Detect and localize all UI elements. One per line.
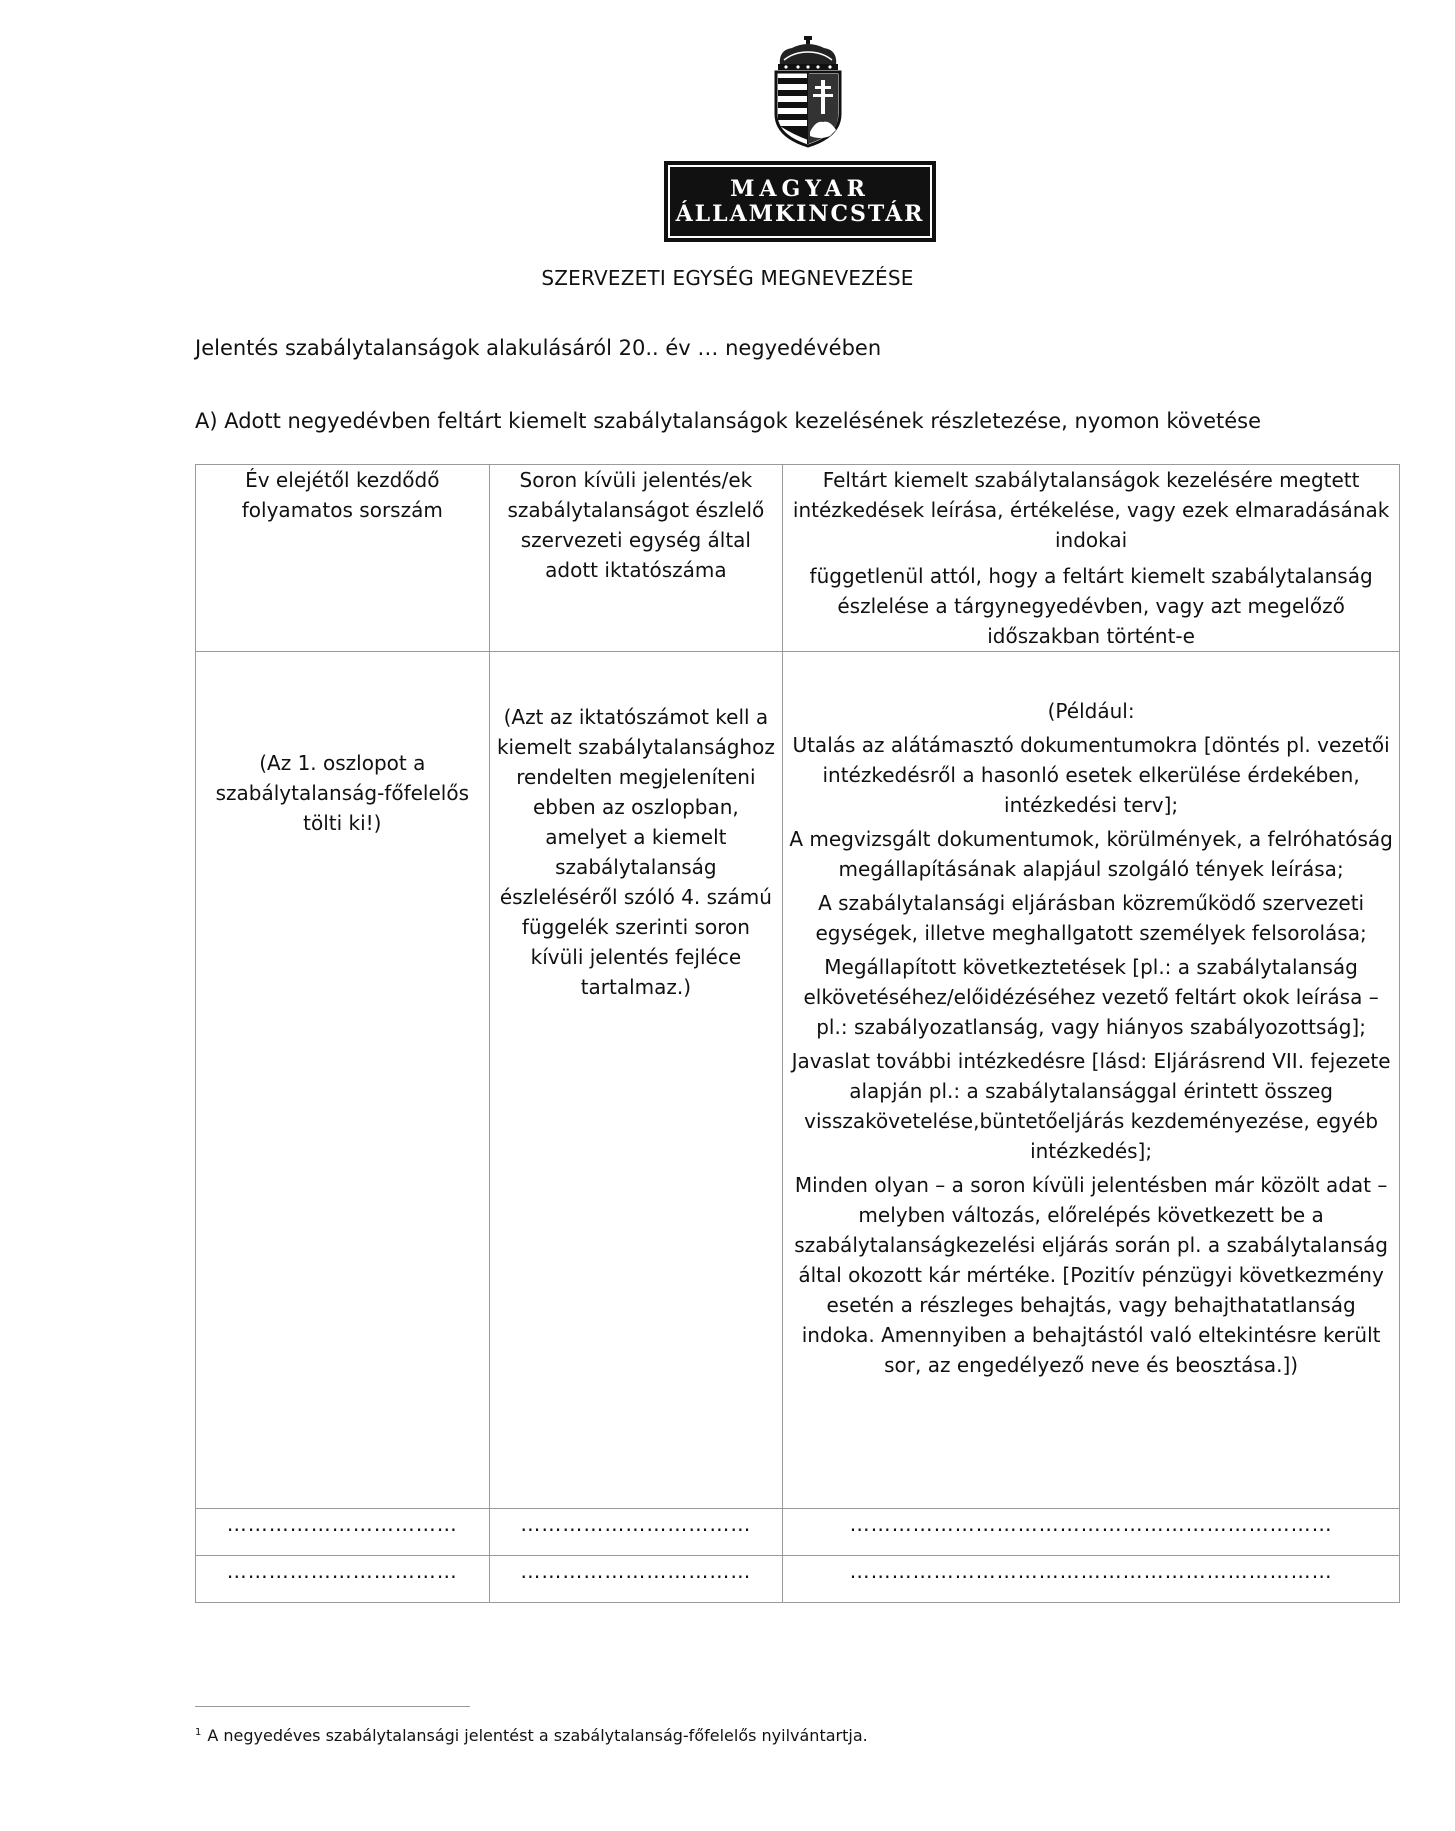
fill-in-cell[interactable]: …………………………… [489,1556,783,1603]
table-row [196,1556,1400,1603]
header-measures-subtext: függetlenül attól, hogy a feltárt kiemelt szabálytalanság észlelése a tárgynegyedévben, vagy azt megelőző időszakban történt-e [809,564,1373,648]
guidance-cell-measures [783,652,1400,1509]
guidance-filing-number-text: (Azt az iktatószámot kell a kiemelt szabálytalansághoz rendelten megjeleníteni ebben az oszlopban, amelyet a kiemelt szabálytalanság észleléséről szóló 4. számú függelék szerinti soron kívüli jelentés fejléce tartalmaz.) [496,705,775,999]
guidance-cell-serial-number [196,652,490,1509]
footnote [195,1726,868,1745]
guidance-measures-para: Javaslat további intézkedésre [lásd: Eljárásrend VII. fejezete alapján pl.: a szabálytalansággal érintett összeg visszakövetelése,büntetőeljárás kezdeményezése, egyéb intézkedés]; [791,1049,1391,1163]
header-filing-number-text: Soron kívüli jelentés/ek szabálytalanságot észlelő szervezeti egység által adott iktatószáma [507,468,765,582]
footnote-divider [195,1706,470,1707]
coat-of-arms-icon [770,36,846,148]
header-serial-number-text: Év elejétől kezdődő folyamatos sorszám [241,468,443,522]
organizational-unit-name: SZERVEZETI EGYSÉG MEGNEVEZÉSE [541,266,914,290]
guidance-cell-filing-number [489,652,783,1509]
fill-in-cell[interactable]: …………………………… [489,1509,783,1556]
footnote-marker: 1 [195,1726,202,1738]
irregularities-table [195,464,1400,1603]
table-header-row [196,465,1400,652]
logo [664,161,936,242]
footnote-text: A negyedéves szabálytalansági jelentést a szabálytalanság-főfelelős nyilvántartja. [207,1726,868,1745]
logo-line-2: ÁLLAMKINCSTÁR [675,200,925,227]
fill-in-cell[interactable]: …………………………………………………………… [783,1509,1400,1556]
guidance-measures-para: (Például: [1047,699,1135,723]
guidance-measures-para: Megállapított következtetések [pl.: a szabálytalanság elkövetéséhez/előidézéséhez vezető feltárt okok leírása – pl.: szabályozatlanság, vagy hiányos szabályozottság]; [803,955,1379,1039]
guidance-measures-para: A megvizsgált dokumentumok, körülmények, a felróhatóság megállapításának alapjául szolgáló tények leírása; [789,827,1393,881]
guidance-measures-para: Minden olyan – a soron kívüli jelentésben már közölt adat – melyben változás, előrelépés következett be a szabálytalanságkezelési eljárás során pl. a szabálytalanság által okozott kár mértéke. [Pozitív pénzügyi következmény esetén a részleges behajtás, vagy behajthatatlanság indoka. Amennyiben a behajtástól való eltekintésre került sor, az engedélyező neve és beosztása.]) [794,1173,1388,1377]
header-cell-measures [783,465,1400,652]
logo-frame [668,165,932,238]
fill-in-cell[interactable]: …………………………… [196,1509,490,1556]
logo-line-1: MAGYAR [730,175,870,202]
table-guidance-row [196,652,1400,1509]
report-title: Jelentés szabálytalanságok alakulásáról 20.. év … negyedévében [195,336,882,360]
guidance-measures-para: Utalás az alátámasztó dokumentumokra [döntés pl. vezetői intézkedésről a hasonló esetek elkerülése érdekében, intézkedési terv]; [792,733,1390,817]
fill-in-cell[interactable]: …………………………………………………………… [783,1556,1400,1603]
guidance-serial-number-text: (Az 1. oszlopot a szabálytalanság-főfelelős tölti ki!) [215,751,469,835]
header-cell-serial-number [196,465,490,652]
table-row [196,1509,1400,1556]
fill-in-cell[interactable]: …………………………… [196,1556,490,1603]
section-title: A) Adott negyedévben feltárt kiemelt szabálytalanságok kezelésének részletezése, nyomon követése [195,409,1262,433]
header-cell-filing-number [489,465,783,652]
header-measures-text: Feltárt kiemelt szabálytalanságok kezelésére megtett intézkedések leírása, értékelése, vagy ezek elmaradásának indokai [792,468,1390,552]
guidance-measures-para: A szabálytalansági eljárásban közreműködő szervezeti egységek, illetve meghallgatott személyek felsorolása; [815,891,1367,945]
